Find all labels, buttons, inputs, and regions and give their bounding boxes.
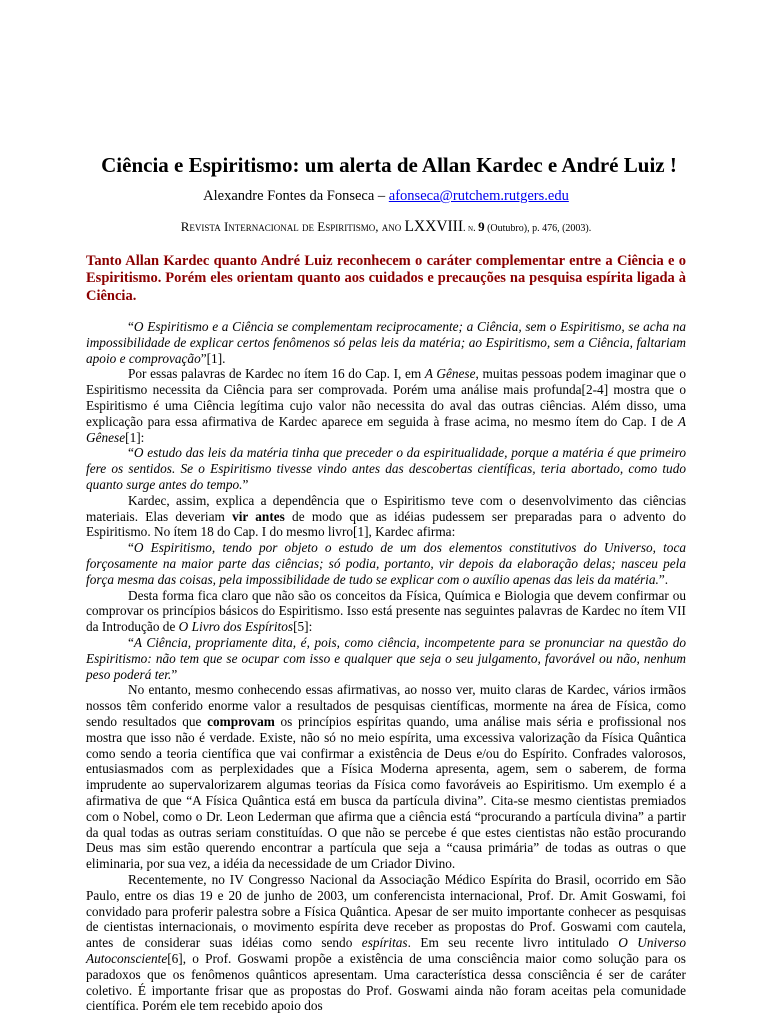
quote-paragraph-5: “O Espiritismo, tendo por objeto o estudo de um dos elementos constitutivos do Universo, toca forçosamente na maior parte das ciências; só podia, portanto, vir depois da elaboração delas; nasceu pela força mesma das coisas, pela impossibilidade de tudo se explicar com o auxílio apenas das leis da matéria.”. [86,540,686,587]
body-paragraph-9: Recentemente, no IV Congresso Nacional da Associação Médico Espírita do Brasil, ocorrido em São Paulo, entre os dias 19 e 20 de junho de 2003, um conferencista internacional, Prof. Dr. Amit Goswami, foi convidado para proferir palestra sobre a Física Quântica. Apesar de ser muito importante conhecer as pesquisas de cientistas internacionais, o movimento espírita deve receber as propostas do Prof. Goswami com cautela, antes de considerar suas idéias como sendo espíritas. Em seu recente livro intitulado O Universo Autoconsciente[6], o Prof. Goswami propõe a existência de uma consciência maior como solução para os paradoxos que os fenômenos quânticos apresentam. Uma característica dessa consciência é ser de caráter coletivo. É importante frisar que as propostas do Prof. Goswami ainda não foram aceitas pela comunidade científica. Porém ele tem recebido apoio dos [86,871,687,1014]
journal-number-label: . n. [463,222,479,234]
article-title: Ciência e Espiritismo: um alerta de Allan Kardec e André Luiz ! [101,153,677,177]
article-body [86,319,686,1014]
journal-number: 9 [478,218,485,234]
author-email-link[interactable]: afonseca@rutchem.rutgers.edu [388,188,569,204]
body-paragraph-4: Kardec, assim, explica a dependência que o Espiritismo teve com o desenvolvimento das ciências materiais. Elas deveriam vir antes de modo que as idéias pudessem ser preparadas para o advento do Espiritismo. No ítem 18 do Cap. I do mesmo livro[1], Kardec afirma: [86,492,686,540]
journal-citation [86,219,686,237]
journal-details: (Outubro), p. 476, (2003). [484,222,592,234]
journal-name: Revista Internacional de Espiritismo, ano [180,218,405,234]
body-paragraph-8: No entanto, mesmo conhecendo essas afirmativas, ao nosso ver, muito claras de Kardec, vários irmãos nossos têm conferido enorme valor a resultados de pesquisas científicas, mormente na área de Física, como sendo resultados que comprovam os princípios espíritas quando, uma análise mais séria e profissional nos mostra que isso não é verdade. Existe, não só no meio espírita, uma excessiva valorização da Física Quântica como sendo a teoria científica que vai confirmar a existência de Deus e/ou do Espírito. Confrades valorosos, entusiasmados com as perplexidades que a Física Moderna apresenta, agem, sem o saberem, de forma imprudente ao supervalorizarem algumas teorias da Física como favoráveis ao Espiritismo. Um exemplo é a afirmativa de que “A Física Quântica está em busca da partícula divina”. Cita-se mesmo cientistas premiados com o Nobel, como o Dr. Leon Lederman que afirma que a ciência está “procurando a partícula divina” a partir da qual todas as outras seriam constituídas. O que não se percebe é que estes cientistas não estão procurando Deus mas sim estão querendo encontrar a partícula que seja a “causa primária” de todas as outras o que eliminaria, por sua vez, a idéia da necessidade de um Criador Divino. [86,682,686,872]
body-paragraph-2: Por essas palavras de Kardec no ítem 16 do Cap. I, em A Gênese, muitas pessoas podem imaginar que o Espiritismo necessita da Ciência para ser comprovada. Porém uma análise mais profunda[2-4] mostra que o Espiritismo é uma Ciência legítima cujo valor não necessita do aval das outras ciências. Além disso, uma explicação para essa afirmativa de Kardec aparece em seguida à frase acima, no mesmo ítem do Cap. I de A Gênese[1]: [86,366,686,445]
author-name: Alexandre Fontes da Fonseca – [203,188,389,204]
journal-year: LXXVIII [404,217,464,235]
quote-paragraph-3: “O estudo das leis da matéria tinha que preceder o da espiritualidade, porque a matéria é que primeiro fere os sentidos. Se o Espiritismo tivesse vindo antes das descobertas científicas, teria abortado, como tudo quanto surge antes do tempo.” [86,445,686,493]
quote-paragraph-7: “A Ciência, propriamente dita, é, pois, como ciência, incompetente para se pronunciar na questão do Espiritismo: não tem que se ocupar com isso e qualquer que seja o seu julgamento, favorável ou não, nenhum peso poderá ter.” [86,635,686,682]
lead-paragraph: Tanto Allan Kardec quanto André Luiz reconhecem o caráter complementar entre a Ciência e o Espiritismo. Porém eles orientam quanto aos cuidados e precauções na pesquisa espírita ligada à Ciência. [86,252,686,304]
author-line [86,189,686,205]
quote-paragraph-1: “O Espiritismo e a Ciência se complementam reciprocamente; a Ciência, sem o Espiritismo, se acha na impossibilidade de explicar certos fenômenos só pelas leis da matéria; ao Espiritismo, sem a Ciência, faltariam apoio e comprovação”[1]. [86,319,686,366]
body-paragraph-6: Desta forma fica claro que não são os conceitos da Física, Química e Biologia que devem confirmar ou comprovar os princípios básicos do Espiritismo. Isso está presente nas seguintes palavras de Kardec no ítem VII da Introdução de O Livro dos Espíritos[5]: [86,587,686,635]
